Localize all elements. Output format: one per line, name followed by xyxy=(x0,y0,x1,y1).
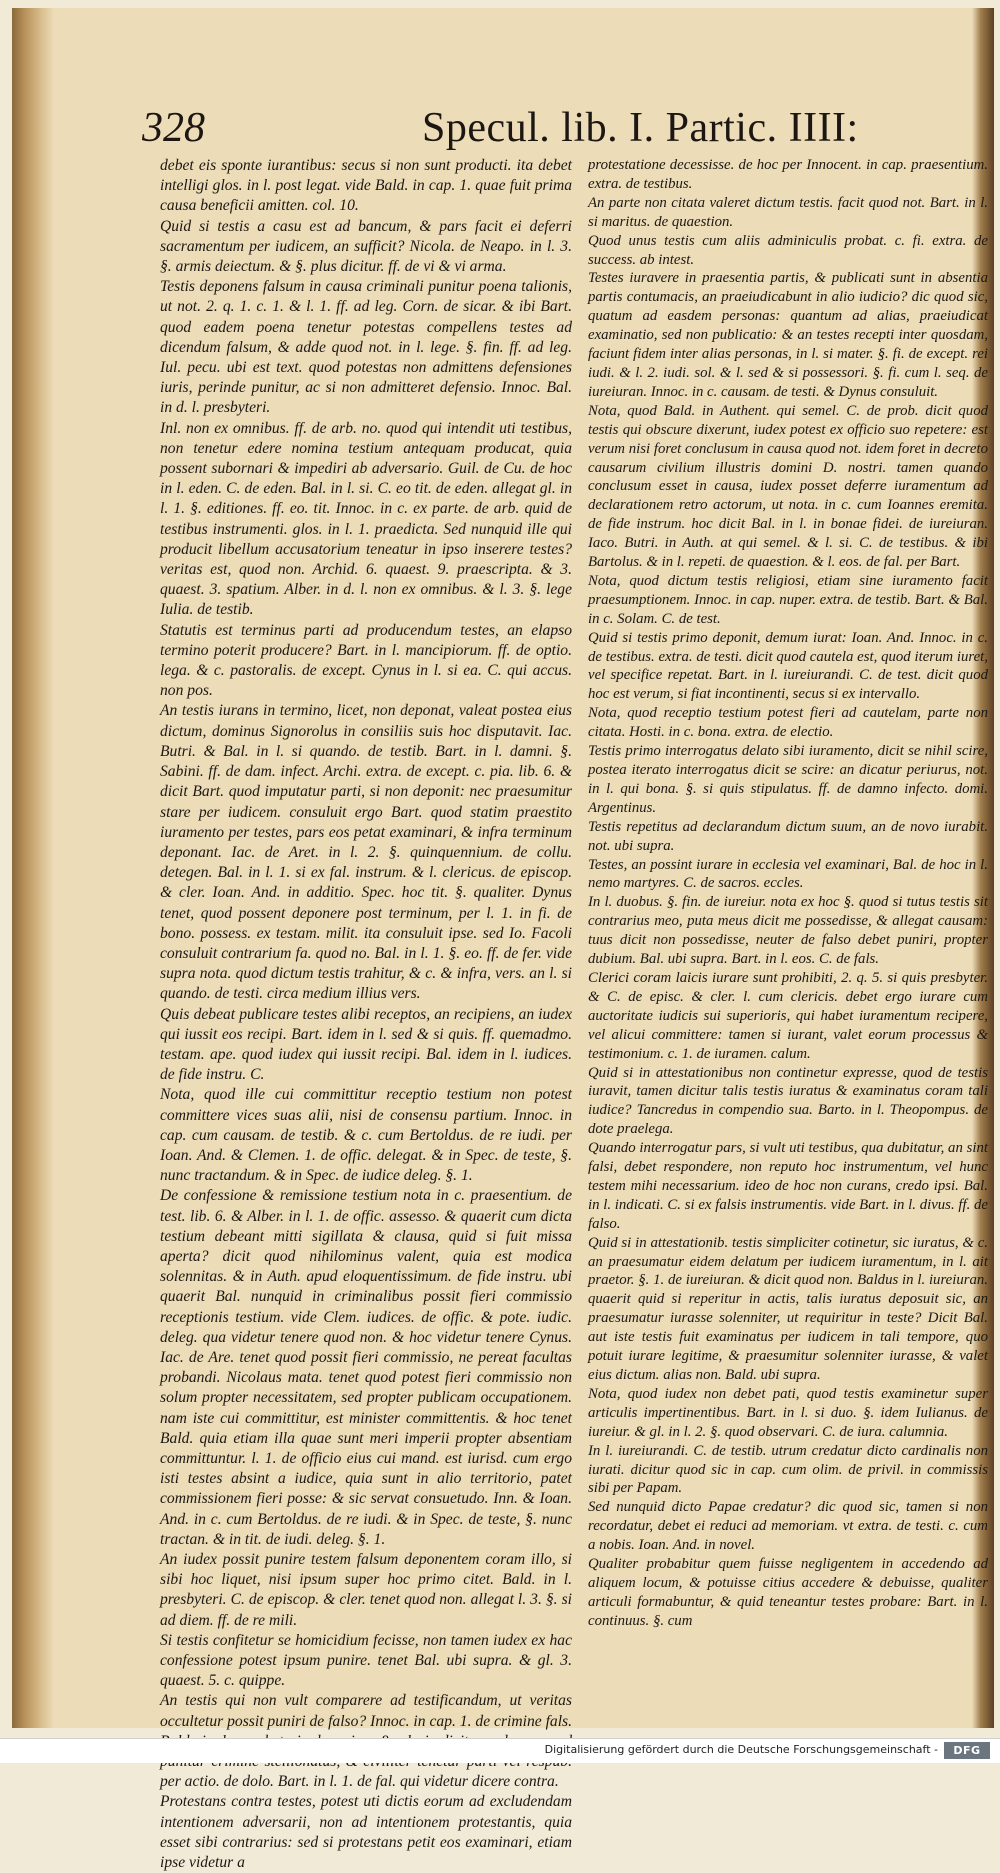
footer-bar xyxy=(0,1738,1000,1763)
running-head: Specul. lib. I. Partic. IIII: xyxy=(422,105,859,151)
page-number: 328 xyxy=(142,105,205,151)
text-column-left: debet eis sponte iurantibus: secus si non sunt producti. ita debet intelligi glos. in l. post legat. vide Bald. in cap. 1. quae fuit prima causa beneficii amitten. col. 10. Quid si testis a casu est ad bancum, & pars facit ei deferri sacramentum per iudicem, an sufficit? Nicola. de Neapo. in l. 3. §. armis deiectum. & §. plus dicitur. ff. de vi & vi arma. Testis deponens falsum in causa criminali punitur poena talionis, ut not. 2. q. 1. c. 1. & l. 1. ff. ad leg. Corn. de sicar. & ibi Bart. quod eadem poena tenetur potestas compellens testes ad dicendum falsum, & adde quod not. in l. lege. §. fin. ff. ad leg. Iul. pecu. ubi est text. quod potestas non admittens defensiones iuris, perinde punitur, ac si non admitteret defensio. Innoc. Bal. in d. l. presbyteri. Inl. non ex omnibus. ff. de arb. no. quod qui intendit uti testibus, non tenetur edere nomina testium antequam producat, quia possent subornari & impediri ab adversario. Guil. de Cu. de hoc in l. eden. C. de eden. Bal. in l. si. C. eo tit. de eden. allegat gl. in l. 1. §. editiones. ff. eo. tit. Innoc. in c. ex parte. de arb. quid de testibus instrumenti. glos. in l. 1. praedicta. Sed nunquid ille qui producit libellum accusatorium teneatur in ipso inserere testes? veritas est, quod non. Archid. 6. quaest. 9. praescripta. & 3. quaest. 3. spatium. Alber. in d. l. non ex omnibus. & l. 3. §. lege Iulia. de testib. Statutis est terminus parti ad producendum testes, an elapso termino poterit producere? Bart. in l. mancipiorum. ff. de optio. lega. & c. pastoralis. de except. Cynus in l. si ea. C. qui accus. non pos. An testis iurans in termino, licet, non deponat, valeat postea eius dictum, dominus Signorolus in consiliis suis hoc disputavit. Iac. Butri. & Bal. in l. si quando. de testib. Bart. in l. damni. §. Sabini. ff. de dam. infect. Archi. extra. de except. c. pia. lib. 6. & dicit Bart. quod imputatur parti, si non deponit: nec praesumitur stare per iudicem. consuluit ergo Bart. quod statim praestito iuramento per testes, pars eos petat examinari, & infra terminum deponant. Iac. de Aret. in l. 2. §. quinquennium. de collu. detegen. Bal. in l. 1. si ex fal. instrum. & l. clericus. de episcop. & cler. Ioan. And. in additio. Spec. hoc tit. §. qualiter. Dynus tenet, quod possent deponere post terminum, per l. 1. in fi. de bono. possess. ex testam. milit. ita consuluit ipse. sed Io. Facoli consuluit contrarium fa. quod no. Bal. in l. 1. §. eo. ff. de fer. vide supra nota. quod dictum testis trahitur, & c. & infra, vers. an l. si quando. de testi. circa medium illius vers. Quis debeat publicare testes alibi receptos, an recipiens, an iudex qui iussit eos recipi. Bart. idem in l. sed & si quis. ff. quemadmo. testam. ape. quod iudex qui iussit recipi. Bal. idem in l. iudices. de fide instru. C. Nota, quod ille cui committitur receptio testium non potest committere vices suas alii, nisi de consensu partium. Innoc. in cap. cum causam. de testib. & c. cum Bertoldus. de re iudi. per Ioan. And. & Clemen. 1. de offic. delegat. & in Spec. de teste, §. nunc tractandum. & in Spec. de iudice deleg. §. 1. De confessione & remissione testium nota in c. praesentium. de test. lib. 6. & Alber. in l. 1. de offic. assesso. & quaerit cum dicta testium debeant mitti sigillata & clausa, quid si fuit missa aperta? dicit quod nihilominus valent, quia est modica solennitas. & in Auth. apud eloquentissimum. de fide instru. ubi quaerit Bal. nunquid in criminalibus possit fieri commissio receptionis testium. vide Clem. iudices. de offic. & pote. iudic. deleg. qua videtur tenere quod non. & hoc videtur tenere Cynus. Iac. de Are. tenet quod possit fieri commissio, ne pereat facultas probandi. Nicolaus mata. tenet quod potest fieri commissio non solum propter necessitatem, sed propter publicam occupationem. nam iste cui committitur, est minister committentis. & hoc tenet Bald. quia etiam illa quae sunt meri imperii propter absentiam committuntur. l. 1. de officio eius cui mand. est iurisd. cum ergo isti testes absint a iudice, quia sunt in alio territorio, patet commissionem fieri posse: & sic servat consuetudo. Inn. & Ioan. And. in c. cum Bertoldus. de re iudi. & in Spec. de teste, §. nunc tractan. & in tit. de iudi. deleg. §. 1. An iudex possit punire testem falsum deponentem coram illo, si sibi hoc liquet, nisi ipsum super hoc primo citet. Bald. in l. presbyteri. C. de episcop. & cler. tenet quod non. allegat l. 3. §. si ad diem. ff. de re mili. Si testis confitetur se homicidium fecisse, non tamen iudex ex hac confessione potest ipsum punire. tenet Bal. ubi supra. & gl. 3. quaest. 5. c. quippe. An testis qui non vult comparere ad testificandum, ut veritas occultetur possit puniri de falso? Innoc. in cap. 1. de crimine fals. per actio. de dolo. Bart. in l. 1. de fal. qui videtur dicere contra. Protestans contra testes, potest uti dictis eorum ad excludendam intentionem adversarii, non ad intentionem protestantis, quia esset sibi contrarius: sed si protestans petit eos examinari, etiam ipse videtur a xyxy=(160,157,572,1872)
page-binding-edge xyxy=(12,8,54,1728)
dfg-logo[interactable]: DFG xyxy=(944,1742,990,1759)
text-column-right: protestatione decessisse. de hoc per Innocent. in cap. praesentium. extra. de testibus. An parte non citata valeret dictum testis. facit quod not. Bart. in l. si maritus. de quaestion. Quod unus testis cum aliis adminiculis probat. c. fi. extra. de success. ab intest. Testes iuravere in praesentia partis, & publicati sunt in absentia partis contumacis, an praeiudicabunt in alio iudicio? dic quod sic, quatum ad easdem personas: quantum ad alias, praeiudicat examinatio, sed non publicatio: & an testes recepti inter quosdam, faciunt fidem inter alias personas, in l. si mater. §. fi. de except. rei iudi. & l. 2. iudi. sol. & l. sed & si possessori. §. fi. cum l. seq. de iureiuran. Innoc. in c. causam. de testi. & Dynus consuluit. Nota, quod Bald. in Authent. qui semel. C. de prob. dicit quod testis qui obscure dixerunt, iudex potest ex officio suo repetere: est verum nisi foret conclusum in causa quod not. idem foret in decreto causarum civilium illustris domini D. nostri. tamen quando conclusum esset in causa, iudex posset deferre iuramentum ad declarationem retro actorum, ut nota. in c. cum Ioannes eremita. de fide instrum. hoc dicit Bal. in l. in bonae fidei. de iureiuran. Iaco. Butri. in Auth. at qui semel. & l. si. C. de testibus. & ibi Bartolus. & in l. repeti. de quaestion. & l. eos. de fal. per Bart. Nota, quod dictum testis religiosi, etiam sine iuramento facit praesumptionem. Innoc. in cap. nuper. extra. de testib. Bart. & Bal. in c. Solam. C. de test. Quid si testis primo deponit, demum iurat: Ioan. And. Innoc. in c. de testibus. extra. de testi. dicit quod cautela est, quod iterum iuret, vel specifice repetat. Bart. in l. iureiurandi. C. de test. dicit quod hoc est verum, si fiat incontinenti, secus si ex intervallo. Nota, quod receptio testium potest fieri ad cautelam, parte non citata. Hosti. in c. bona. extra. de electio. Testis primo interrogatus delato sibi iuramento, dicit se nihil scire, postea iterato interrogatus dicit se scire: an dicatur periurus, not. in l. qui bona. §. si quis stipulatus. ff. de damno infecto. domi. Argentinus. Testis repetitus ad declarandum dictum suum, an de novo iurabit. not. ubi supra. Testes, an possint iurare in ecclesia vel examinari, Bal. de hoc in l. nemo martyres. C. de sacros. eccles. In l. duobus. §. fin. de iureiur. nota ex hoc §. quod si tutus testis sit contrarius meo, puta meus dicit me possedisse, & allegat causam: tuus dicit non possedisse, neuter de falso debet puniri, propter dubium. Bal. ubi supra. Bart. in l. eos. C. de fals. Clerici coram laicis iurare sunt prohibiti, 2. q. 5. si quis presbyter. & C. de episc. & cler. l. cum clericis. debet ergo iurare cum auctoritate iudicis sui superioris, qui habet iuramentum recipere, vel alicui committere: tamen si iurant, valet eorum processus & testimonium. c. 1. de iuramen. calum. Quid si in attestationibus non continetur expresse, quod de testis iuravit, tamen dicitur talis testis iuratus & examinatus coram tali iudice? Tancredus in compendio sua. Barto. in l. Theopompus. de dote praelega. Quando interrogatur pars, si vult uti testibus, qua dubitatur, an sint falsi, debet respondere, non reputo hoc instrumentum, vel hunc testem mihi necessarium. ideo de hoc non curans, credo ipsi. Bal. in l. indicati. C. si ex falsis instrumentis. vide Bart. in l. divus. ff. de falso. Quid si in attestationib. testis simpliciter cotinetur, sic iuratus, & c. an praesumatur eidem delatum per iudicem iuramentum, in l. ait praetor. §. 1. de iureiuran. & dicit quod non. Baldus in l. iureiuran. quaerit quid si reperitur in actis, talis iuratus deposuit sic, an praesumatur iurasse solenniter, ut requiritur in teste? Dicit Bal. aut iste testis fuit examinatus per iudicem in tali tempore, quo potuit iurare legitime, & praesumitur solenniter iurasse, & valet eius dictum. alias non. Bald. ubi supra. Nota, quod iudex non debet pati, quod testis examinetur super articulis impertinentibus. Bart. in l. si duo. §. idem Iulianus. de iureiur. & gl. in l. 2. §. quod observari. C. de iura. calumnia. In l. iureiurandi. C. de testib. utrum credatur dicto cardinalis non iurati. dicitur quod sic in cap. cum olim. de privil. in commissis sibi per Papam. Sed nunquid dicto Papae credatur? dic quod sic, tamen si non recordatur, debet ei reduci ad memoriam. vt extra. de testi. c. cum a nobis. Ioan. And. in novel. Qualiter probabitur quem fuisse negligentem in accedendo ad aliquem locum, & potuisse citius accedere & debuisse, qualiter articuli formabuntur, & quid teneantur testes probare: Bart. in l. continuus. §. cum xyxy=(588,157,988,1629)
footer-credit-text: Digitalisierung gefördert durch die Deutsche Forschungsgemeinschaft - xyxy=(544,1743,938,1756)
